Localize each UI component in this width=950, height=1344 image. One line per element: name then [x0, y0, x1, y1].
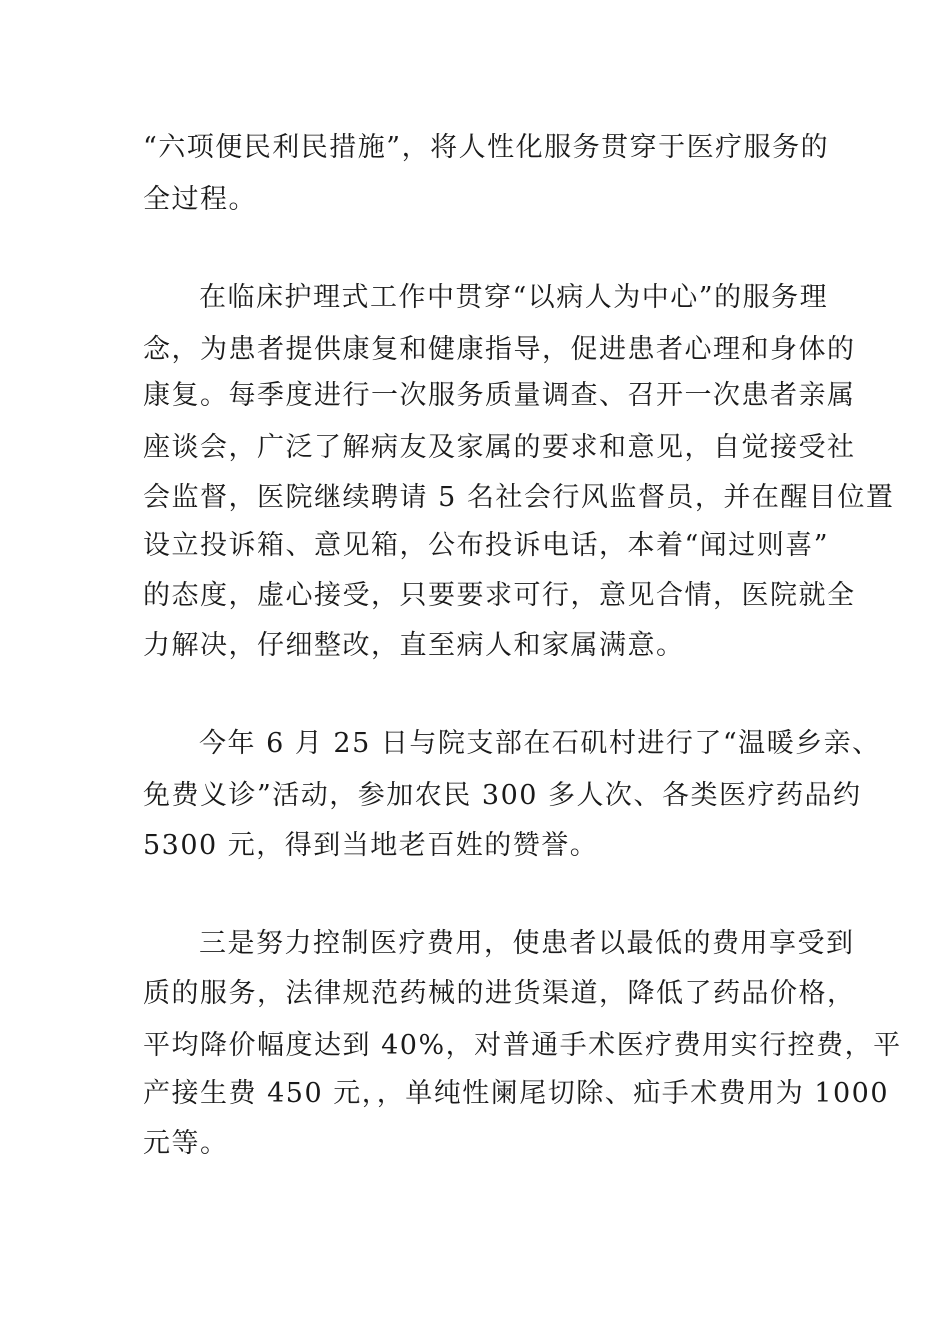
text-line: 三是努力控制医疗费用，使患者以最低的费用享受到: [199, 928, 855, 959]
text-line: 今年 6 月 25 日与院支部在石矶村进行了“温暖乡亲、: [199, 728, 881, 759]
text-line: 平均降价幅度达到 40%，对普通手术医疗费用实行控费，平: [143, 1030, 902, 1061]
text-line: 产接生费 450 元，，单纯性阑尾切除、疝手术费用为 1000: [143, 1078, 889, 1109]
text-line: 元等。: [143, 1128, 229, 1159]
text-line: 全过程。: [143, 184, 257, 215]
text-line: 质的服务，法律规范药械的进货渠道，降低了药品价格，: [143, 978, 856, 1009]
text-line: 会监督，医院继续聘请 5 名社会行风监督员，并在醒目位置: [143, 482, 895, 513]
text-line: “六项便民利民措施”，将人性化服务贯穿于医疗服务的: [143, 132, 830, 163]
text-line: 设立投诉箱、意见箱，公布投诉电话，本着“闻过则喜”: [143, 530, 830, 561]
text-line: 5300 元，得到当地老百姓的赞誉。: [143, 830, 599, 861]
text-line: 的态度，虚心接受，只要要求可行，意见合情，医院就全: [143, 580, 856, 611]
text-line: 在临床护理式工作中贯穿“以病人为中心”的服务理: [199, 282, 829, 313]
text-line: 免费义诊”活动，参加农民 300 多人次、各类医疗药品约: [143, 780, 862, 811]
text-line: 康复。每季度进行一次服务质量调查、召开一次患者亲属: [143, 380, 856, 411]
text-line: 力解决，仔细整改，直至病人和家属满意。: [143, 630, 685, 661]
text-line: 座谈会，广泛了解病友及家属的要求和意见，自觉接受社: [143, 432, 856, 463]
text-line: 念，为患者提供康复和健康指导，促进患者心理和身体的: [143, 334, 856, 365]
